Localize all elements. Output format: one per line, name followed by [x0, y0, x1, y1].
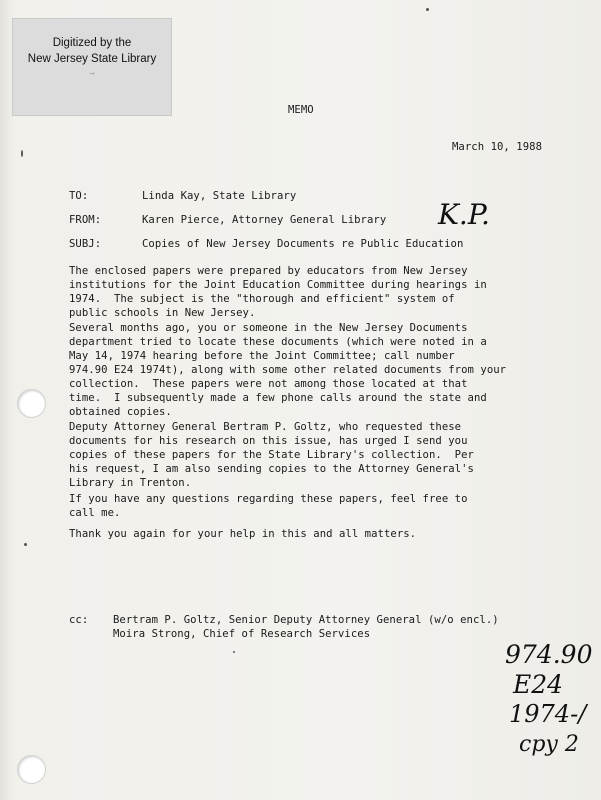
paragraph-2-line: department tried to locate these documents (which were noted in a	[69, 336, 487, 348]
stamp-line-1: Digitized by the	[52, 37, 132, 49]
subject-value: Copies of New Jersey Documents re Public Education	[142, 238, 464, 250]
scan-speck	[233, 651, 235, 653]
paragraph-2-line: collection. These papers were not among those located at that	[69, 378, 468, 390]
paragraph-1-line: 1974. The subject is the "thorough and efficient" system of	[69, 293, 455, 305]
paragraph-3-line: copies of these papers for the State Library's collection. Per	[69, 449, 474, 461]
scan-speck	[21, 150, 23, 157]
cc-line: Moira Strong, Chief of Research Services	[113, 628, 371, 640]
paragraph-3-line: documents for his research on this issue, has urged I send you	[69, 435, 468, 447]
handwritten-call-number: 974.90	[505, 640, 593, 669]
stamp-line-2: New Jersey State Library	[27, 53, 157, 65]
stamp-arrow-icon: →	[88, 68, 96, 77]
subject-label: SUBJ:	[69, 238, 102, 250]
paragraph-2-line: time. I subsequently made a few phone calls around the state and	[69, 392, 487, 404]
paragraph-3-line: Deputy Attorney General Bertram P. Goltz, who requested these	[69, 421, 462, 433]
from-value: Karen Pierce, Attorney General Library	[142, 214, 387, 226]
paragraph-2-line: obtained copies.	[69, 406, 172, 418]
scan-speck	[24, 543, 27, 546]
handwritten-call-number: E24	[513, 670, 564, 699]
handwritten-call-number: 1974-/	[509, 700, 587, 728]
handwritten-initials: K.P.	[438, 198, 490, 231]
cc-label: cc:	[69, 614, 89, 626]
paragraph-4-line: call me.	[69, 507, 121, 519]
paragraph-4-line: If you have any questions regarding these papers, feel free to	[69, 493, 468, 505]
scan-speck	[426, 8, 429, 11]
to-label: TO:	[69, 190, 89, 202]
to-value: Linda Kay, State Library	[142, 190, 297, 202]
paragraph-2-line: May 14, 1974 hearing before the Joint Committee; call number	[69, 350, 455, 362]
digitization-stamp	[12, 18, 172, 116]
paragraph-2-line: 974.90 E24 1974t), along with some other related documents from your	[69, 364, 507, 376]
punch-hole-bottom	[17, 755, 46, 784]
paragraph-1-line: The enclosed papers were prepared by educators from New Jersey	[69, 265, 468, 277]
paragraph-5-line: Thank you again for your help in this and all matters.	[69, 528, 417, 540]
paragraph-3-line: Library in Trenton.	[69, 477, 192, 489]
paragraph-3-line: his request, I am also sending copies to the Attorney General's	[69, 463, 474, 475]
handwritten-call-number: cpy 2	[519, 732, 579, 757]
memo-date: March 10, 1988	[452, 141, 542, 153]
from-label: FROM:	[69, 214, 102, 226]
punch-hole-top	[17, 389, 46, 418]
paragraph-1-line: institutions for the Joint Education Committee during hearings in	[69, 279, 487, 291]
memo-title: MEMO	[288, 104, 314, 116]
paragraph-1-line: public schools in New Jersey.	[69, 307, 256, 319]
cc-line: Bertram P. Goltz, Senior Deputy Attorney General (w/o encl.)	[113, 614, 499, 626]
paragraph-2-line: Several months ago, you or someone in the New Jersey Documents	[69, 322, 468, 334]
